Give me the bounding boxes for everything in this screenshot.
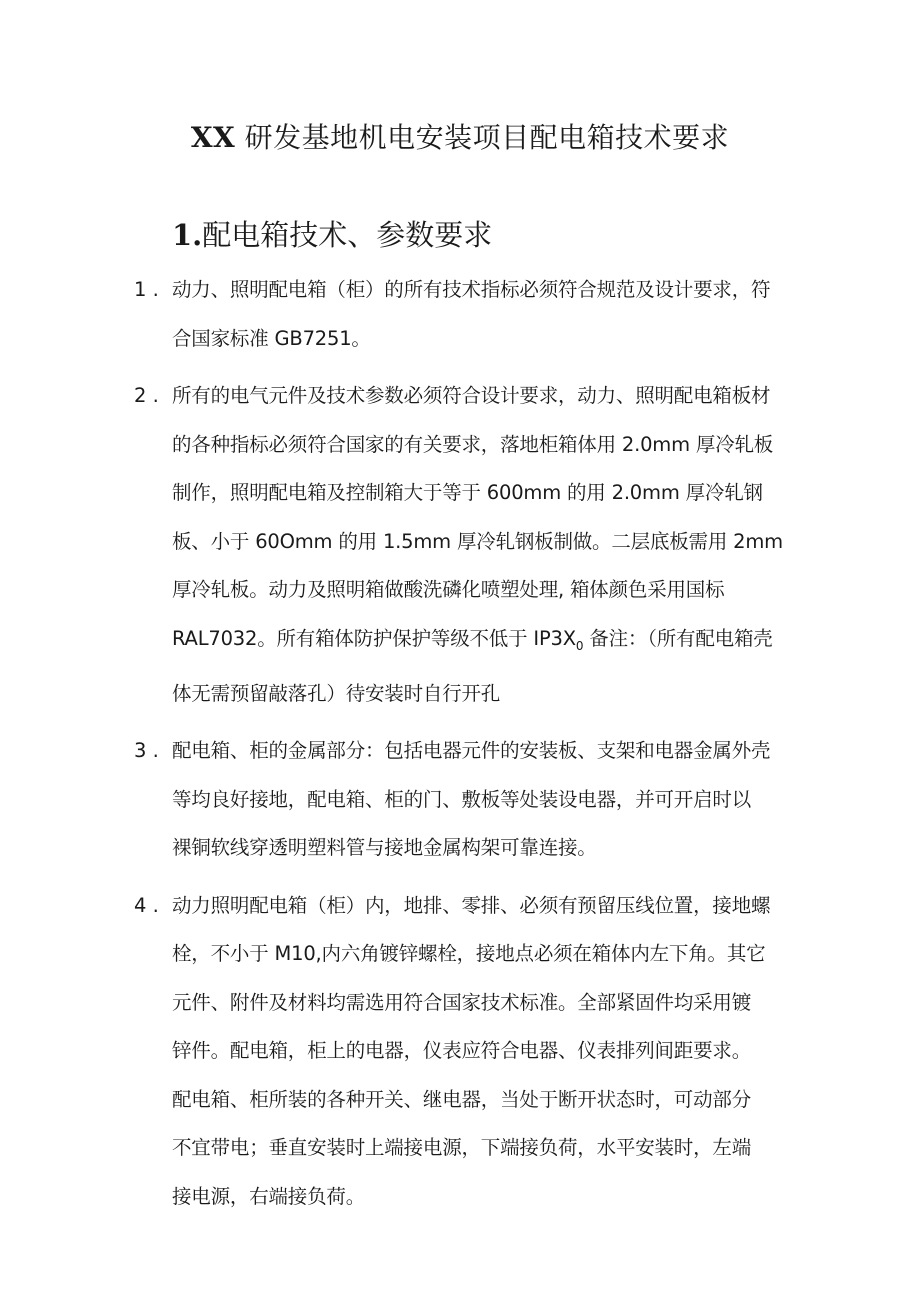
item-line: 配电箱、柜的金属部分：包括电器元件的安装板、支架和电器金属外壳	[172, 739, 771, 763]
item-line: 合国家标准 GB7251。	[172, 326, 371, 350]
list-item	[134, 727, 794, 873]
item-line: 配电箱、柜所装的各种开关、继电器，当处于断开状态时，可动部分	[172, 1087, 752, 1111]
item-line: 的各种指标必须符合国家的有关要求，落地柜箱体用 2.0mm 厚冷轧板	[172, 432, 774, 456]
item-line: RAL7032。所有箱体防护保护等级不低于 $IP3X_0$ 备注：（所有配电箱壳	[172, 626, 773, 653]
section-number: 1.	[172, 218, 203, 252]
item-line: 元件、附件及材料均需选用符合国家技术标准。全部紧固件均采用镀	[172, 990, 752, 1014]
item-line: 动力、照明配电箱（柜）的所有技术指标必须符合规范及设计要求，符	[172, 278, 771, 301]
document-title	[0, 116, 920, 160]
item-line: 制作，照明配电箱及控制箱大于等于 600mm 的用 2.0mm 厚冷轧钢	[172, 481, 763, 504]
item-line: 所有的电气元件及技术参数必须符合设计要求，动力、照明配电箱板材	[172, 384, 771, 407]
item-line: 厚冷轧板。动力及照明箱做酸洗磷化喷塑处理, 箱体颜色采用国标	[172, 578, 725, 601]
list-item	[134, 372, 794, 718]
section-title: 配电箱技术、参数要求	[202, 218, 493, 252]
item-line: 体无需预留敲落孔）待安装时自行开孔	[172, 681, 501, 705]
requirement-list	[134, 266, 794, 1230]
item-line: 等均良好接地，配电箱、柜的门、敷板等处装设电器，并可开启时以	[172, 787, 752, 811]
item-line: 接电源，右端接负荷。	[172, 1184, 366, 1208]
item-number: 3 .	[134, 739, 159, 763]
item-line: 栓，不小于 M10,内六角镀锌螺栓，接地点必须在箱体内左下角。其它	[172, 942, 766, 966]
item-line: 动力照明配电箱（柜）内，地排、零排、必须有预留压线位置，接地螺	[172, 893, 771, 917]
item-number: 4 .	[134, 893, 159, 917]
item-line: 板、小于 60Omm 的用 1.5mm 厚冷轧钢板制做。二层底板需用 2mm	[172, 529, 783, 553]
list-item	[134, 882, 794, 1222]
item-number: 1 .	[134, 278, 159, 301]
item-line: 不宜带电；垂直安装时上端接电源，下端接负荷，水平安装时，左端	[172, 1136, 752, 1160]
title-text: 研发基地机电安装项目配电箱技术要求	[244, 121, 730, 154]
item-line: 裸铜软线穿透明塑料管与接地金属构架可靠连接。	[172, 836, 597, 860]
item-line: 锌件。配电箱，柜上的电器，仪表应符合电器、仪表排列间距要求。	[172, 1039, 752, 1063]
list-item	[134, 266, 794, 363]
title-prefix: XX	[190, 121, 236, 154]
item-number: 2 .	[134, 384, 159, 407]
section-heading	[172, 212, 492, 258]
